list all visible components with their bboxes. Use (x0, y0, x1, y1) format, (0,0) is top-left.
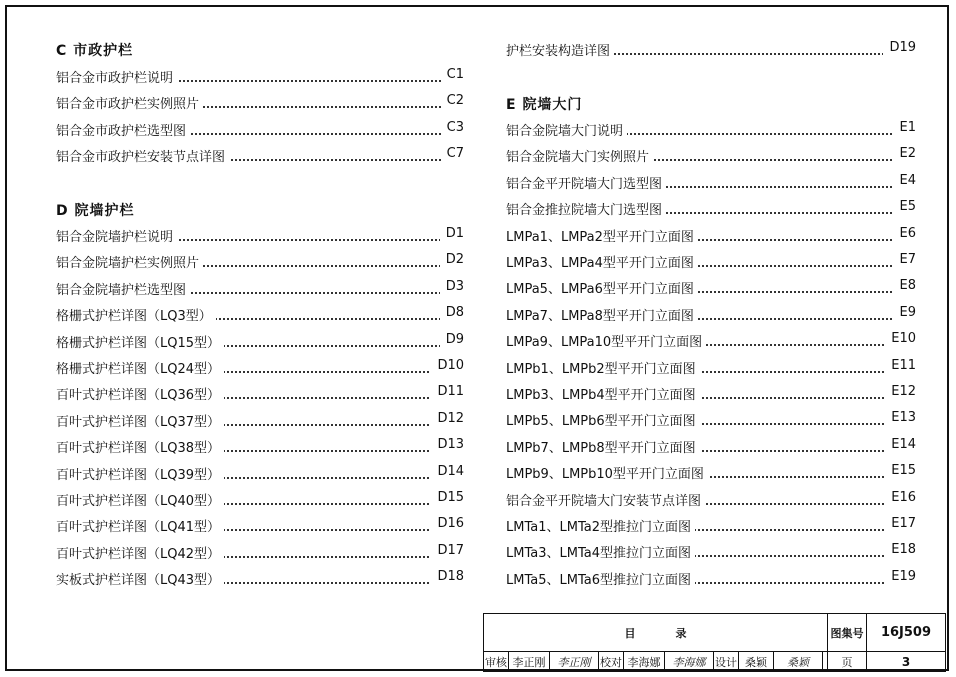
toc-entry[interactable] (506, 252, 916, 272)
toc-entry-title: 百叶式护栏详图（LQ41型） (56, 516, 224, 535)
toc-entry[interactable] (56, 67, 464, 87)
toc-entry-page: D13 (431, 437, 464, 452)
atlas-number: 16J509 (867, 614, 946, 652)
toc-entry-title: LMTa3、LMTa4型推拉门立面图 (506, 542, 695, 561)
toc-entry-title: 铝合金院墙大门实例照片 (506, 146, 653, 165)
toc-entry-page: D12 (431, 411, 464, 426)
title-block (483, 613, 946, 672)
toc-entry[interactable] (506, 120, 916, 140)
toc-entry-page: E13 (885, 410, 916, 425)
toc-entry[interactable] (56, 252, 464, 272)
toc-entry-page: C1 (441, 67, 464, 82)
toc-entry[interactable] (506, 199, 916, 219)
toc-entry[interactable] (56, 279, 464, 299)
toc-entry-page: D16 (431, 516, 464, 531)
toc-entry-page: C2 (441, 93, 464, 108)
toc-entry[interactable] (506, 358, 916, 378)
toc-entry-page: E2 (894, 146, 917, 161)
toc-entry-title: 百叶式护栏详图（LQ42型） (56, 543, 224, 562)
toc-entry-page: D14 (431, 464, 464, 479)
toc-entry[interactable] (56, 384, 464, 404)
toc-entry-page: E11 (885, 358, 916, 373)
toc-entry-page: E15 (885, 463, 916, 478)
toc-entry-title: LMPa5、LMPa6型平开门立面图 (506, 278, 698, 297)
toc-entry-page: E12 (885, 384, 916, 399)
toc-entry[interactable] (56, 305, 464, 325)
toc-entry[interactable] (56, 411, 464, 431)
drawing-title: 目录 (484, 614, 828, 652)
page-label: 页 (828, 652, 867, 672)
toc-entry[interactable] (506, 410, 916, 430)
section-e-heading: E 院墙大门 (506, 97, 583, 113)
review-label: 审核 (484, 652, 509, 672)
toc-entry-page: D9 (440, 332, 464, 347)
toc-entry[interactable] (506, 463, 916, 483)
toc-entry[interactable] (56, 120, 464, 140)
toc-entry-page: E17 (885, 516, 916, 531)
toc-entry-page: E9 (894, 305, 917, 320)
toc-entry[interactable] (56, 93, 464, 113)
toc-entry-title: LMPa7、LMPa8型平开门立面图 (506, 305, 698, 324)
toc-entry-page: E19 (885, 569, 916, 584)
toc-entry-title: 铝合金平开院墙大门选型图 (506, 173, 666, 192)
toc-entry[interactable] (506, 569, 916, 589)
toc-entry[interactable] (506, 437, 916, 457)
toc-entry[interactable] (56, 490, 464, 510)
toc-entry[interactable] (506, 542, 916, 562)
toc-entry-page: E4 (894, 173, 917, 188)
toc-entry-page: C7 (441, 146, 464, 161)
toc-entry-title: 铝合金平开院墙大门安装节点详图 (506, 490, 705, 509)
toc-entry-title: 铝合金市政护栏说明 (56, 67, 177, 86)
toc-entry-title: 铝合金院墙护栏选型图 (56, 279, 190, 298)
toc-entry[interactable] (506, 173, 916, 193)
toc-entry-title: 护栏安装构造详图 (506, 40, 614, 59)
toc-entry-page: E1 (894, 120, 917, 135)
check-name: 李海娜 (624, 652, 665, 672)
design-label: 设计 (714, 652, 739, 672)
toc-entry[interactable] (506, 226, 916, 246)
toc-entry-page: D8 (440, 305, 464, 320)
toc-entry-page: D18 (431, 569, 464, 584)
design-signature: 桑颖 (774, 652, 823, 672)
toc-entry[interactable] (56, 146, 464, 166)
toc-entry-page: E10 (885, 331, 916, 346)
toc-entry-page: D10 (431, 358, 464, 373)
toc-entry-title: 百叶式护栏详图（LQ38型） (56, 437, 224, 456)
section-c-heading: C 市政护栏 (56, 43, 134, 59)
toc-entry[interactable] (506, 305, 916, 325)
toc-entry[interactable] (506, 384, 916, 404)
toc-entry-page: E5 (894, 199, 917, 214)
toc-entry-title: 铝合金市政护栏实例照片 (56, 93, 203, 112)
toc-entry-title: 百叶式护栏详图（LQ40型） (56, 490, 224, 509)
toc-entry-title: LMPa3、LMPa4型平开门立面图 (506, 252, 698, 271)
toc-entry[interactable] (56, 569, 464, 589)
toc-entry-title: 铝合金市政护栏安装节点详图 (56, 146, 229, 165)
toc-entry-title: LMPb7、LMPb8型平开门立面图 (506, 437, 700, 456)
toc-entry[interactable] (56, 332, 464, 352)
toc-entry-page: D11 (431, 384, 464, 399)
atlas-label: 图集号 (828, 614, 867, 652)
toc-entry[interactable] (506, 516, 916, 536)
toc-entry-page: D19 (883, 40, 916, 55)
toc-entry-title: LMTa5、LMTa6型推拉门立面图 (506, 569, 695, 588)
toc-entry[interactable] (56, 464, 464, 484)
toc-entry-title: 铝合金院墙护栏说明 (56, 226, 177, 245)
toc-entry-page: D3 (440, 279, 464, 294)
review-name: 李正刚 (509, 652, 550, 672)
toc-entry-title: LMTa1、LMTa2型推拉门立面图 (506, 516, 695, 535)
design-name: 桑颖 (739, 652, 774, 672)
toc-entry-page: D2 (440, 252, 464, 267)
toc-entry-page: E16 (885, 490, 916, 505)
toc-entry-title: 实板式护栏详图（LQ43型） (56, 569, 224, 588)
check-signature: 李海娜 (665, 652, 714, 672)
toc-entry[interactable] (506, 278, 916, 298)
toc-entry-title: LMPb1、LMPb2型平开门立面图 (506, 358, 700, 377)
toc-entry-page: E7 (894, 252, 917, 267)
toc-entry[interactable] (506, 490, 916, 510)
toc-entry-page: E6 (894, 226, 917, 241)
toc-entry-title: LMPa9、LMPa10型平开门立面图 (506, 331, 706, 350)
toc-entry-title: 铝合金市政护栏选型图 (56, 120, 190, 139)
toc-entry[interactable] (56, 437, 464, 457)
section-d-heading: D 院墙护栏 (56, 203, 135, 219)
toc-entry-page: E14 (885, 437, 916, 452)
toc-entry-title: 百叶式护栏详图（LQ37型） (56, 411, 224, 430)
toc-entry-title: 格栅式护栏详图（LQ24型） (56, 358, 224, 377)
toc-entry-page: D17 (431, 543, 464, 558)
toc-entry[interactable] (56, 516, 464, 536)
toc-entry-title: LMPb3、LMPb4型平开门立面图 (506, 384, 700, 403)
toc-entry[interactable] (56, 543, 464, 563)
toc-entry-title: 铝合金院墙大门说明 (506, 120, 627, 139)
toc-entry-page: D15 (431, 490, 464, 505)
review-signature: 李正刚 (550, 652, 599, 672)
toc-entry[interactable] (56, 358, 464, 378)
toc-entry-title: 格栅式护栏详图（LQ3型） (56, 305, 216, 324)
toc-entry-title: 百叶式护栏详图（LQ36型） (56, 384, 224, 403)
toc-entry[interactable] (506, 331, 916, 351)
toc-entry-title: 格栅式护栏详图（LQ15型） (56, 332, 224, 351)
page-number: 3 (867, 652, 946, 672)
toc-entry[interactable] (506, 146, 916, 166)
toc-entry[interactable] (506, 40, 916, 60)
toc-entry-title: LMPb9、LMPb10型平开门立面图 (506, 463, 708, 482)
toc-entry-page: D1 (440, 226, 464, 241)
toc-entry-title: LMPa1、LMPa2型平开门立面图 (506, 226, 698, 245)
toc-entry-page: C3 (441, 120, 464, 135)
toc-entry-title: 百叶式护栏详图（LQ39型） (56, 464, 224, 483)
toc-entry-title: 铝合金推拉院墙大门选型图 (506, 199, 666, 218)
toc-entry-page: E8 (894, 278, 917, 293)
check-label: 校对 (599, 652, 624, 672)
toc-entry-title: 铝合金院墙护栏实例照片 (56, 252, 203, 271)
toc-entry[interactable] (56, 226, 464, 246)
toc-entry-title: LMPb5、LMPb6型平开门立面图 (506, 410, 700, 429)
toc-entry-page: E18 (885, 542, 916, 557)
